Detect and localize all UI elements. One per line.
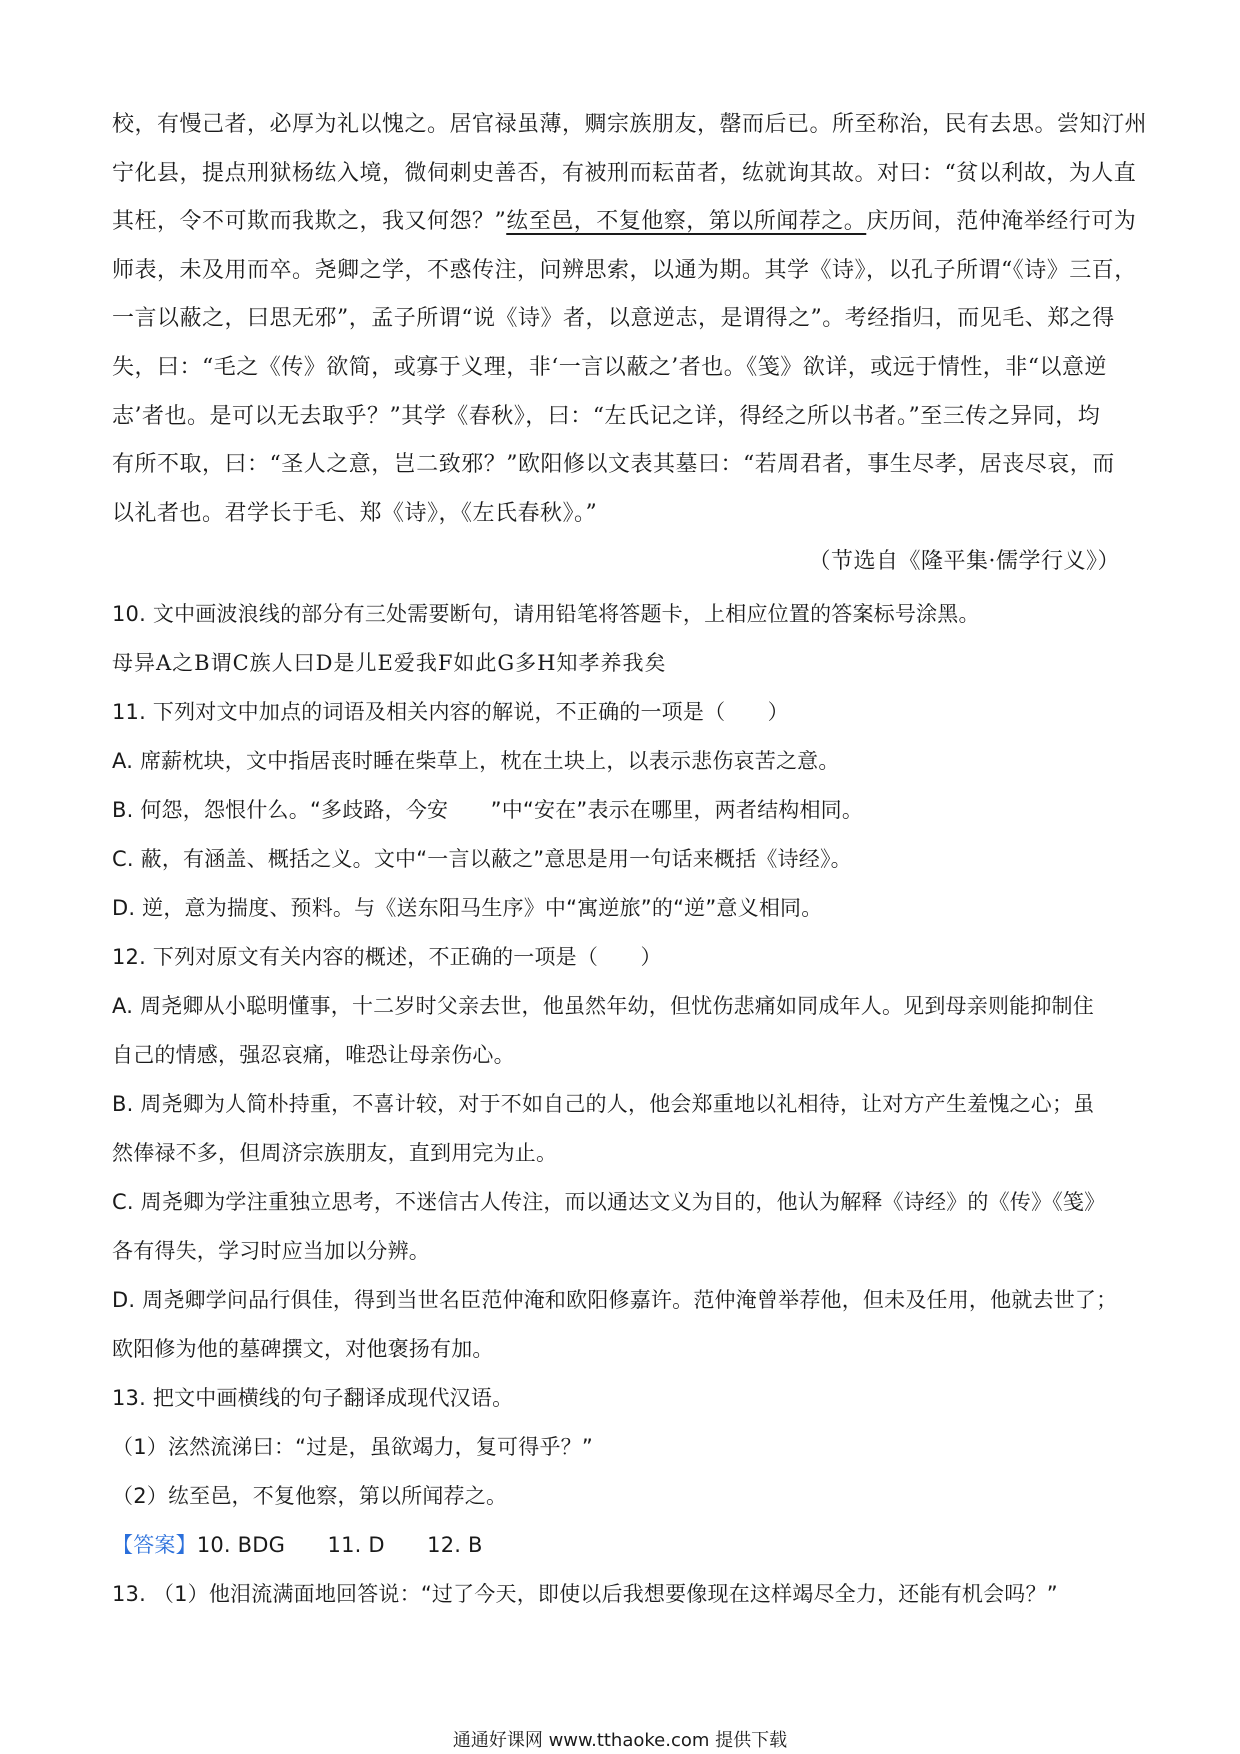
question-11-option-b: B. 何怨，怨恨什么。“多歧路，今安 ”中“安在”表示在哪里，两者结构相同。 bbox=[112, 798, 864, 822]
question-12-line: 自己的情感，强忍哀痛，唯恐让母亲伤心。 bbox=[112, 1043, 515, 1067]
classical-passage bbox=[112, 101, 1148, 587]
question-12-line: A. 周尧卿从小聪明懂事，十二岁时父亲去世，他虽然年幼，但忧伤悲痛如同成年人。见到母亲则能抑制住 bbox=[112, 994, 1094, 1018]
question-13: 13. 把文中画横线的句子翻译成现代汉语。 bbox=[112, 1386, 514, 1410]
question-13-item: （2）纮至邑，不复他察，第以所闻荐之。 bbox=[112, 1484, 508, 1508]
passage-line: 以礼者也。君学长于毛、郑《诗》，《左氏春秋》。” bbox=[112, 500, 598, 526]
passage-line: 失，曰：“毛之《传》欲简，或寡于义理，非‘一言以蔽之’者也。《笺》欲详，或远于情性，非“以意逆 bbox=[112, 354, 1107, 380]
question-12-line: 各有得失，学习时应当加以分辨。 bbox=[112, 1239, 430, 1263]
question-13-item: （1）泫然流涕曰：“过是，虽欲竭力，复可得乎？” bbox=[112, 1435, 593, 1459]
question-11-option-c: C. 蔽，有涵盖、概括之义。文中“一言以蔽之”意思是用一句话来概括《诗经》。 bbox=[112, 847, 852, 871]
question-12: 12. 下列对原文有关内容的概述，不正确的一项是（ ） bbox=[112, 945, 662, 969]
question-11: 11. 下列对文中加点的词语及相关内容的解说，不正确的一项是（ ） bbox=[112, 700, 789, 724]
question-12-line: 欧阳修为他的墓碑撰文，对他褒扬有加。 bbox=[112, 1337, 494, 1361]
question-12-line: C. 周尧卿为学注重独立思考，不迷信古人传注，而以通达文义为目的，他认为解释《诗经》的《传》《笺》 bbox=[112, 1190, 1106, 1214]
passage-line: 一言以蔽之，曰思无邪”，孟子所谓“说《诗》者，以意逆志，是谓得之”。考经指归，而见毛、郑之得 bbox=[112, 306, 1115, 332]
question-11-option-a: A. 席薪枕块，文中指居丧时睡在柴草上，枕在土块上，以表示悲伤哀苦之意。 bbox=[112, 749, 840, 773]
passage-line-text: 庆历间，范仲淹举经行可为 bbox=[866, 209, 1137, 235]
footer-watermark: 通通好课网 www.tthaoke.com 提供下载 bbox=[452, 1730, 788, 1751]
answer-13-1: 13. （1）他泪流满面地回答说：“过了今天，即使以后我想要像现在这样竭尽全力，还能有机会吗？” bbox=[112, 1582, 1058, 1606]
question-12-line: 然俸禄不多，但周济宗族朋友，直到用完为止。 bbox=[112, 1141, 558, 1165]
passage-line-text: 其枉，令不可欺而我欺之，我又何怨？” bbox=[112, 209, 507, 235]
passage-source: （节选自《隆平集·儒学行义》） bbox=[808, 549, 1120, 575]
answer-tag: 【答案】 bbox=[112, 1533, 197, 1557]
question-12-line: D. 周尧卿学问品行俱佳，得到当世名臣范仲淹和欧阳修嘉许。范仲淹曾举荐他，但未及任用，他就去世了； bbox=[112, 1288, 1118, 1312]
passage-line: 宁化县，提点刑狱杨纮入境，微伺刺史善否，有被刑而耘苗者，纮就询其故。对曰：“贫以利故，为人直 bbox=[112, 160, 1137, 186]
question-10: 10. 文中画波浪线的部分有三处需要断句，请用铅笔将答题卡，上相应位置的答案标号涂黑。 bbox=[112, 602, 980, 626]
question-11-option-d: D. 逆，意为揣度、预料。与《送东阳马生序》中“寓逆旅”的“逆”意义相同。 bbox=[112, 896, 823, 920]
passage-line: 校，有慢己者，必厚为礼以愧之。居官禄虽薄，赒宗族朋友，罄而后已。所至称治，民有去思。尝知汀州 bbox=[112, 112, 1148, 137]
passage-line bbox=[112, 198, 1137, 247]
passage-line: 师表，未及用而卒。尧卿之学，不惑传注，问辨思索，以通为期。其学《诗》，以孔子所谓“《诗》三百， bbox=[112, 257, 1137, 283]
questions-section bbox=[112, 590, 1132, 1619]
question-12-line: B. 周尧卿为人简朴持重，不喜计较，对于不如自己的人，他会郑重地以礼相待，让对方产生羞愧之心；虽 bbox=[112, 1092, 1095, 1116]
answer-line bbox=[112, 1521, 1132, 1570]
passage-line: 志’者也。是可以无去取乎？”其学《春秋》，曰：“左氏记之详，得经之所以书者。”至三传之异同，均 bbox=[112, 403, 1101, 429]
answer-items: 10. BDG 11. D 12. B bbox=[196, 1533, 483, 1557]
question-10-sentence: 母异A之B谓C族人曰D是儿E爱我F如此G多H知孝养我矣 bbox=[112, 651, 667, 675]
passage-line: 有所不取，曰：“圣人之意，岂二致邪？”欧阳修以文表其墓曰：“若周君者，事生尽孝，居丧尽哀，而 bbox=[112, 452, 1115, 478]
underlined-sentence: 纮至邑，不复他察，第以所闻荐之。 bbox=[506, 209, 867, 235]
